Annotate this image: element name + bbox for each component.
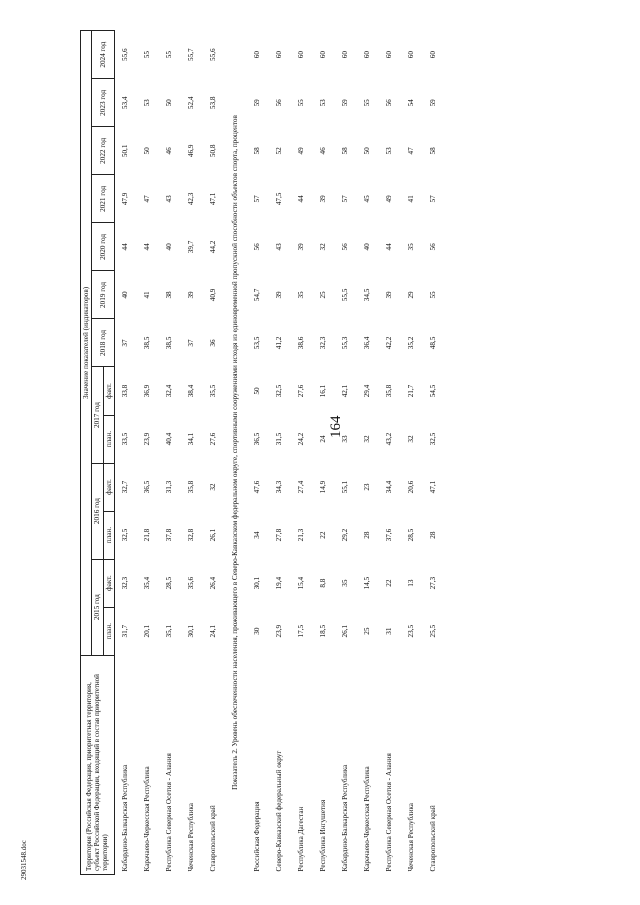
- table-row: [378, 31, 400, 875]
- value-cell: 18,5: [319, 624, 328, 638]
- value-cell: 57: [341, 195, 350, 203]
- value-cell: 31,3: [165, 480, 174, 494]
- table-row: [422, 31, 444, 875]
- value-cell: 29,4: [363, 384, 372, 398]
- value-cell: 41,2: [275, 336, 284, 350]
- year-2018-header: 2018 год: [92, 319, 115, 367]
- value-cell: 23,9: [275, 624, 284, 638]
- value-cell: 38,4: [187, 384, 196, 398]
- value-cell: 32: [363, 435, 372, 443]
- value-cell: 44: [385, 243, 394, 251]
- table-row: [400, 31, 422, 875]
- value-cell: 32,7: [121, 480, 130, 494]
- value-cell: 52,4: [187, 96, 196, 110]
- value-cell: 56: [275, 99, 284, 107]
- value-cell: 39: [187, 291, 196, 299]
- fact-2015-header: факт.: [103, 559, 114, 607]
- territory-name-cell: Кабардино-Балкарская Республика: [341, 764, 350, 872]
- value-cell: 44: [121, 243, 130, 251]
- table-header: [81, 31, 115, 875]
- value-cell: 55: [297, 99, 306, 107]
- value-cell: 38: [165, 291, 174, 299]
- table-row: [268, 31, 290, 875]
- value-cell: 34: [253, 531, 262, 539]
- value-cell: 32,8: [187, 528, 196, 542]
- value-cell: 42,2: [385, 336, 394, 350]
- table-row: [202, 31, 224, 875]
- year-2017-header: 2017 год: [92, 367, 103, 463]
- value-cell: 38,5: [143, 336, 152, 350]
- year-2016-header: 2016 год: [92, 463, 103, 559]
- value-cell: 28,5: [165, 576, 174, 590]
- value-cell: 38,6: [297, 336, 306, 350]
- value-cell: 30,1: [253, 576, 262, 590]
- value-cell: 60: [275, 51, 284, 59]
- value-cell: 36,9: [143, 384, 152, 398]
- document-id: 29031548.doc: [20, 840, 28, 880]
- value-cell: 24: [319, 435, 328, 443]
- value-cell: 39: [297, 243, 306, 251]
- value-cell: 58: [341, 147, 350, 155]
- value-cell: 36,5: [143, 480, 152, 494]
- value-cell: 43,2: [385, 432, 394, 446]
- value-cell: 35,2: [407, 336, 416, 350]
- table-row: [180, 31, 202, 875]
- plan-2017-header: план.: [103, 415, 114, 463]
- territory-name-cell: Северо-Кавказский федеральный округ: [275, 750, 284, 872]
- value-cell: 43: [275, 243, 284, 251]
- value-cell: 50: [165, 99, 174, 107]
- table-row: [158, 31, 180, 875]
- value-cell: 33,8: [121, 384, 130, 398]
- value-cell: 40: [363, 243, 372, 251]
- value-cell: 40,4: [165, 432, 174, 446]
- value-cell: 20,1: [143, 624, 152, 638]
- value-cell: 46: [319, 147, 328, 155]
- value-cell: 34,1: [187, 432, 196, 446]
- value-cell: 32: [209, 483, 218, 491]
- value-cell: 22: [319, 531, 328, 539]
- value-cell: 23: [363, 483, 372, 491]
- value-cell: 30,1: [187, 624, 196, 638]
- table-row: [334, 31, 356, 875]
- value-cell: 32,5: [121, 528, 130, 542]
- value-cell: 27,6: [209, 432, 218, 446]
- value-cell: 53,8: [209, 96, 218, 110]
- value-cell: 60: [429, 51, 438, 59]
- year-2022-header: 2022 год: [92, 127, 115, 175]
- value-cell: 60: [407, 51, 416, 59]
- value-cell: 34,4: [385, 480, 394, 494]
- value-cell: 13: [407, 579, 416, 587]
- value-cell: 15,4: [297, 576, 306, 590]
- value-cell: 55: [143, 51, 152, 59]
- value-cell: 56: [341, 243, 350, 251]
- value-cell: 58: [253, 147, 262, 155]
- table-row: [312, 31, 334, 875]
- value-cell: 47,1: [209, 192, 218, 206]
- value-cell: 36,4: [363, 336, 372, 350]
- value-cell: 60: [297, 51, 306, 59]
- value-cell: 57: [429, 195, 438, 203]
- value-cell: 36,5: [253, 432, 262, 446]
- territory-name-cell: Карачаево-Черкесская Республика: [363, 766, 372, 872]
- value-cell: 39: [319, 195, 328, 203]
- value-cell: 35: [341, 579, 350, 587]
- territory-name-cell: Республика Северная Осетия - Алания: [385, 753, 394, 872]
- value-cell: 40: [121, 291, 130, 299]
- value-cell: 39: [385, 291, 394, 299]
- value-cell: 47,9: [121, 192, 130, 206]
- value-cell: 25: [319, 291, 328, 299]
- value-cell: 16,1: [319, 384, 328, 398]
- value-cell: 44: [143, 243, 152, 251]
- fact-2017-header: факт.: [103, 367, 114, 415]
- year-2019-header: 2019 год: [92, 271, 115, 319]
- value-cell: 17,5: [297, 624, 306, 638]
- value-cell: 53: [319, 99, 328, 107]
- value-cell: 24,1: [209, 624, 218, 638]
- value-cell: 35,5: [209, 384, 218, 398]
- value-cell: 54: [407, 99, 416, 107]
- indicator-values-header: Значение показателей (индикаторов): [81, 31, 92, 656]
- value-cell: 38,5: [165, 336, 174, 350]
- value-cell: 47,1: [429, 480, 438, 494]
- value-cell: 25: [363, 627, 372, 635]
- value-cell: 37,6: [385, 528, 394, 542]
- value-cell: 37,8: [165, 528, 174, 542]
- value-cell: 39,7: [187, 240, 196, 254]
- year-2021-header: 2021 год: [92, 175, 115, 223]
- value-cell: 34,3: [275, 480, 284, 494]
- value-cell: 50,1: [121, 144, 130, 158]
- value-cell: 40: [165, 243, 174, 251]
- value-cell: 44: [297, 195, 306, 203]
- value-cell: 36: [209, 339, 218, 347]
- territory-name-cell: Республика Северная Осетия - Алания: [165, 753, 174, 872]
- value-cell: 56: [253, 243, 262, 251]
- value-cell: 14,5: [363, 576, 372, 590]
- territory-name-cell: Карачаево-Черкесская Республика: [143, 766, 152, 872]
- value-cell: 54,7: [253, 288, 262, 302]
- value-cell: 35: [297, 291, 306, 299]
- table-row: [290, 31, 312, 875]
- value-cell: 23,9: [143, 432, 152, 446]
- table-row: [356, 31, 378, 875]
- value-cell: 27,4: [297, 480, 306, 494]
- value-cell: 47,5: [275, 192, 284, 206]
- value-cell: 37: [121, 339, 130, 347]
- table-row: [246, 31, 268, 875]
- value-cell: 47,6: [253, 480, 262, 494]
- value-cell: 33,5: [121, 432, 130, 446]
- value-cell: 52: [275, 147, 284, 155]
- value-cell: 32,5: [429, 432, 438, 446]
- value-cell: 45: [363, 195, 372, 203]
- value-cell: 59: [341, 99, 350, 107]
- value-cell: 53,5: [253, 336, 262, 350]
- table-row: [114, 31, 136, 875]
- value-cell: 22: [385, 579, 394, 587]
- value-cell: 32: [319, 243, 328, 251]
- value-cell: 60: [363, 51, 372, 59]
- value-cell: 49: [297, 147, 306, 155]
- value-cell: 35,8: [385, 384, 394, 398]
- territory-name-cell: Республика Дагестан: [297, 806, 306, 872]
- table-row: [136, 31, 158, 875]
- value-cell: 32,4: [165, 384, 174, 398]
- indicator-2-caption: Показатель 2. Уровень обеспеченности населения, проживающего в Северо-Кавказском федеральном округе, спортивными сооружениями исходя из единовременной пропускной способности объектов спорта, процентов: [231, 115, 240, 790]
- value-cell: 60: [319, 51, 328, 59]
- value-cell: 55,5: [341, 288, 350, 302]
- value-cell: 23,5: [407, 624, 416, 638]
- value-cell: 32,3: [121, 576, 130, 590]
- value-cell: 42,1: [341, 384, 350, 398]
- value-cell: 35,4: [143, 576, 152, 590]
- value-cell: 59: [429, 99, 438, 107]
- value-cell: 46: [165, 147, 174, 155]
- value-cell: 60: [341, 51, 350, 59]
- value-cell: 21,7: [407, 384, 416, 398]
- value-cell: 26,4: [209, 576, 218, 590]
- value-cell: 34,5: [363, 288, 372, 302]
- page-number: 164: [328, 415, 344, 438]
- value-cell: 44,2: [209, 240, 218, 254]
- value-cell: 39: [275, 291, 284, 299]
- value-cell: 60: [253, 51, 262, 59]
- section-1-body: [114, 31, 224, 875]
- value-cell: 35: [407, 243, 416, 251]
- plan-2015-header: план.: [103, 607, 114, 655]
- value-cell: 8,8: [319, 578, 328, 588]
- value-cell: 46,9: [187, 144, 196, 158]
- value-cell: 55,7: [187, 48, 196, 61]
- value-cell: 28,5: [407, 528, 416, 542]
- territory-name-cell: Чеченская Республика: [187, 803, 196, 872]
- value-cell: 31,5: [275, 432, 284, 446]
- value-cell: 57: [253, 195, 262, 203]
- plan-2016-header: план.: [103, 511, 114, 559]
- value-cell: 24,2: [297, 432, 306, 446]
- rotated-table-container: [80, 30, 500, 875]
- territory-name-cell: Ставропольский край: [429, 805, 438, 872]
- year-2023-header: 2023 год: [92, 79, 115, 127]
- value-cell: 55,1: [341, 480, 350, 494]
- value-cell: 55,3: [341, 336, 350, 350]
- territory-name-cell: Республика Ингушетия: [319, 799, 328, 872]
- value-cell: 37: [187, 339, 196, 347]
- value-cell: 31,7: [121, 624, 130, 638]
- value-cell: 35,8: [187, 480, 196, 494]
- value-cell: 55,6: [209, 48, 218, 61]
- value-cell: 53,4: [121, 96, 130, 110]
- value-cell: 56: [385, 99, 394, 107]
- value-cell: 19,4: [275, 576, 284, 590]
- value-cell: 40,9: [209, 288, 218, 302]
- value-cell: 29: [407, 291, 416, 299]
- value-cell: 33: [341, 435, 350, 443]
- indicator-2-body: [224, 31, 246, 875]
- value-cell: 26,1: [209, 528, 218, 542]
- territory-name-cell: Российская Федерация: [253, 801, 262, 872]
- value-cell: 32,3: [319, 336, 328, 350]
- value-cell: 35,6: [187, 576, 196, 590]
- value-cell: 58: [429, 147, 438, 155]
- value-cell: 14,9: [319, 480, 328, 494]
- value-cell: 53: [385, 147, 394, 155]
- value-cell: 20,6: [407, 480, 416, 494]
- value-cell: 25,5: [429, 624, 438, 638]
- value-cell: 42,3: [187, 192, 196, 206]
- year-2024-header: 2024 год: [92, 31, 115, 79]
- value-cell: 21,8: [143, 528, 152, 542]
- value-cell: 54,5: [429, 384, 438, 398]
- value-cell: 55: [165, 51, 174, 59]
- value-cell: 41: [407, 195, 416, 203]
- value-cell: 27,8: [275, 528, 284, 542]
- value-cell: 55: [429, 291, 438, 299]
- value-cell: 28: [363, 531, 372, 539]
- territory-name-cell: Чеченская Республика: [407, 803, 416, 872]
- value-cell: 55,6: [121, 48, 130, 61]
- value-cell: 53: [143, 99, 152, 107]
- value-cell: 48,5: [429, 336, 438, 350]
- value-cell: 26,1: [341, 624, 350, 638]
- value-cell: 59: [253, 99, 262, 107]
- value-cell: 29,2: [341, 528, 350, 542]
- value-cell: 56: [429, 243, 438, 251]
- value-cell: 55: [363, 99, 372, 107]
- year-2015-header: 2015 год: [92, 559, 103, 655]
- value-cell: 47: [143, 195, 152, 203]
- territory-name-cell: Кабардино-Балкарская Республика: [121, 764, 130, 872]
- value-cell: 50: [143, 147, 152, 155]
- fact-2016-header: факт.: [103, 463, 114, 511]
- value-cell: 41: [143, 291, 152, 299]
- value-cell: 50,8: [209, 144, 218, 158]
- value-cell: 31: [385, 627, 394, 635]
- value-cell: 30: [253, 627, 262, 635]
- territory-name-cell: Ставропольский край: [209, 805, 218, 872]
- value-cell: 50: [253, 387, 262, 395]
- value-cell: 49: [385, 195, 394, 203]
- year-2020-header: 2020 год: [92, 223, 115, 271]
- territory-header: Территория (Российская Федерация, приоритетная территория, субъект Российской Федерации, входящий в состав приоритетной территории): [81, 655, 115, 874]
- value-cell: 50: [363, 147, 372, 155]
- value-cell: 43: [165, 195, 174, 203]
- value-cell: 32: [407, 435, 416, 443]
- value-cell: 47: [407, 147, 416, 155]
- value-cell: 27,6: [297, 384, 306, 398]
- value-cell: 28: [429, 531, 438, 539]
- section-2-body: [246, 31, 444, 875]
- value-cell: 32,5: [275, 384, 284, 398]
- value-cell: 21,3: [297, 528, 306, 542]
- value-cell: 27,3: [429, 576, 438, 590]
- indicators-table: [80, 30, 444, 875]
- value-cell: 35,1: [165, 624, 174, 638]
- value-cell: 60: [385, 51, 394, 59]
